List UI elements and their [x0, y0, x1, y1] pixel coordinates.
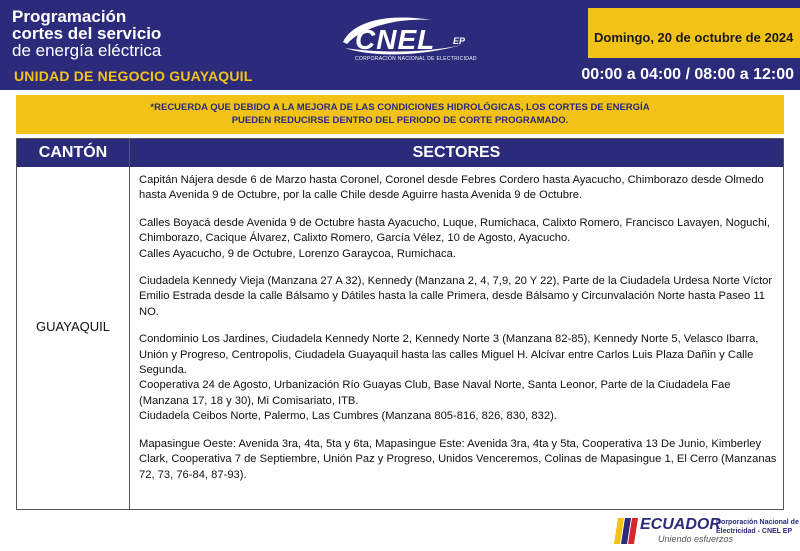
- column-divider: [129, 139, 130, 509]
- canton-cell: [17, 167, 129, 509]
- column-header-canton: CANTÓN: [17, 139, 129, 167]
- notice-line-2: PUEDEN REDUCIRSE DENTRO DEL PERIODO DE CORTE PROGRAMADO.: [231, 115, 569, 126]
- notice-line-1: *RECUERDA QUE DEBIDO A LA MEJORA DE LAS CONDICIONES HIDROLÓGICAS, LOS CORTES DE ENERGÍA: [150, 102, 650, 113]
- page-title: [12, 8, 161, 59]
- sector-paragraph: Condominio Los Jardines, Ciudadela Kennedy Norte 2, Kennedy Norte 3 (Manzana 82-85), Kennedy Norte 5, Velasco Ibarra, Unión y Progreso, Centropolis, Ciudadela Guayaquil hasta las calles Miguel H. Alcívar entre Carlos Luis Plaza Dañin y Calle Segunda.: [139, 333, 759, 377]
- sector-paragraph: Calles Ayacucho, 9 de Octubre, Lorenzo Garaycoa, Rumichaca.: [139, 247, 456, 260]
- corporation-name: Corporación Nacional de Electricidad - CNEL EP: [716, 519, 799, 535]
- sector-paragraph: Capitán Nájera desde 6 de Marzo hasta Coronel, Coronel desde Febres Cordero hasta Ayacucho, Chimborazo desde Olmedo hasta Avenida 9 de Octubre, por la calle Chile desde Aguirre hasta Avenida 9 de Octubre.: [139, 174, 764, 202]
- canton-name: GUAYAQUIL: [36, 319, 110, 334]
- title-line-1: Programación: [12, 7, 127, 26]
- sector-paragraph: Cooperativa 24 de Agosto, Urbanización Río Guayas Club, Base Naval Norte, Santa Leonor, Parte de la Ciudadela Fae (Manzana 17, 18 y 30), Mi Comisariato, ITB.: [139, 379, 731, 407]
- ecuador-brand: ECUADOR: [640, 516, 721, 533]
- sector-paragraph: Mapasingue Oeste: Avenida 3ra, 4ta, 5ta y 6ta, Mapasingue Este: Avenida 3ra, 4ta y 5ta, Cooperativa 13 De Junio, Kimberley Clark, Cooperativa 7 de Septiembre, Unión Paz y Progreso, Unidos Venceremos, Colinas de Mapasingue 1, El Cerro (Manzanas 72, 73, 76-84, 87-93).: [139, 437, 777, 481]
- cnel-logo: [335, 14, 485, 66]
- logo-text: CNEL: [355, 24, 436, 55]
- ecuador-stripes-icon: [614, 516, 640, 546]
- schedule-table: [16, 138, 784, 510]
- ecuador-tagline: Uniendo esfuerzos: [658, 534, 734, 544]
- sector-paragraph: Ciudadela Ceibos Norte, Palermo, Las Cumbres (Manzana 805-816, 826, 830, 832).: [139, 410, 557, 423]
- footer-logos: [610, 514, 800, 551]
- logo-subtext: CORPORACIÓN NACIONAL DE ELECTRICIDAD: [355, 56, 477, 62]
- business-unit-label: UNIDAD DE NEGOCIO GUAYAQUIL: [14, 68, 253, 84]
- sectors-cell: [139, 173, 779, 483]
- logo-suffix: EP: [453, 36, 466, 46]
- sector-paragraph: Calles Boyacá desde Avenida 9 de Octubre hasta Ayacucho, Luque, Rumichaca, Calixto Romero, Francisco Lavayen, Noguchi, Chimborazo, Cacique Álvarez, Calixto Romero, García Vélez, 10 de Agosto, Ayacucho.: [139, 216, 770, 245]
- date-label: Domingo, 20 de octubre de 2024: [594, 30, 794, 45]
- sector-paragraph: Ciudadela Kennedy Vieja (Manzana 27 A 32), Kennedy (Manzana 2, 4, 7,9, 20 Y 22), Parte de la Ciudadela Urdesa Norte Víctor Emilio Estrada desde la calle Bálsamo y Dátiles hasta la calle Primera, desde Bálsamo y Circunvalación Norte hasta Paseo 11 NO.: [139, 275, 773, 318]
- title-line-2: cortes del servicio: [12, 24, 162, 43]
- column-header-sectores: SECTORES: [130, 139, 783, 167]
- date-box: [588, 8, 800, 58]
- header-banner: [0, 0, 800, 90]
- title-line-3: de energía eléctrica: [12, 41, 162, 60]
- hours-label: 00:00 a 04:00 / 08:00 a 12:00: [581, 66, 794, 83]
- notice-banner: [16, 95, 784, 134]
